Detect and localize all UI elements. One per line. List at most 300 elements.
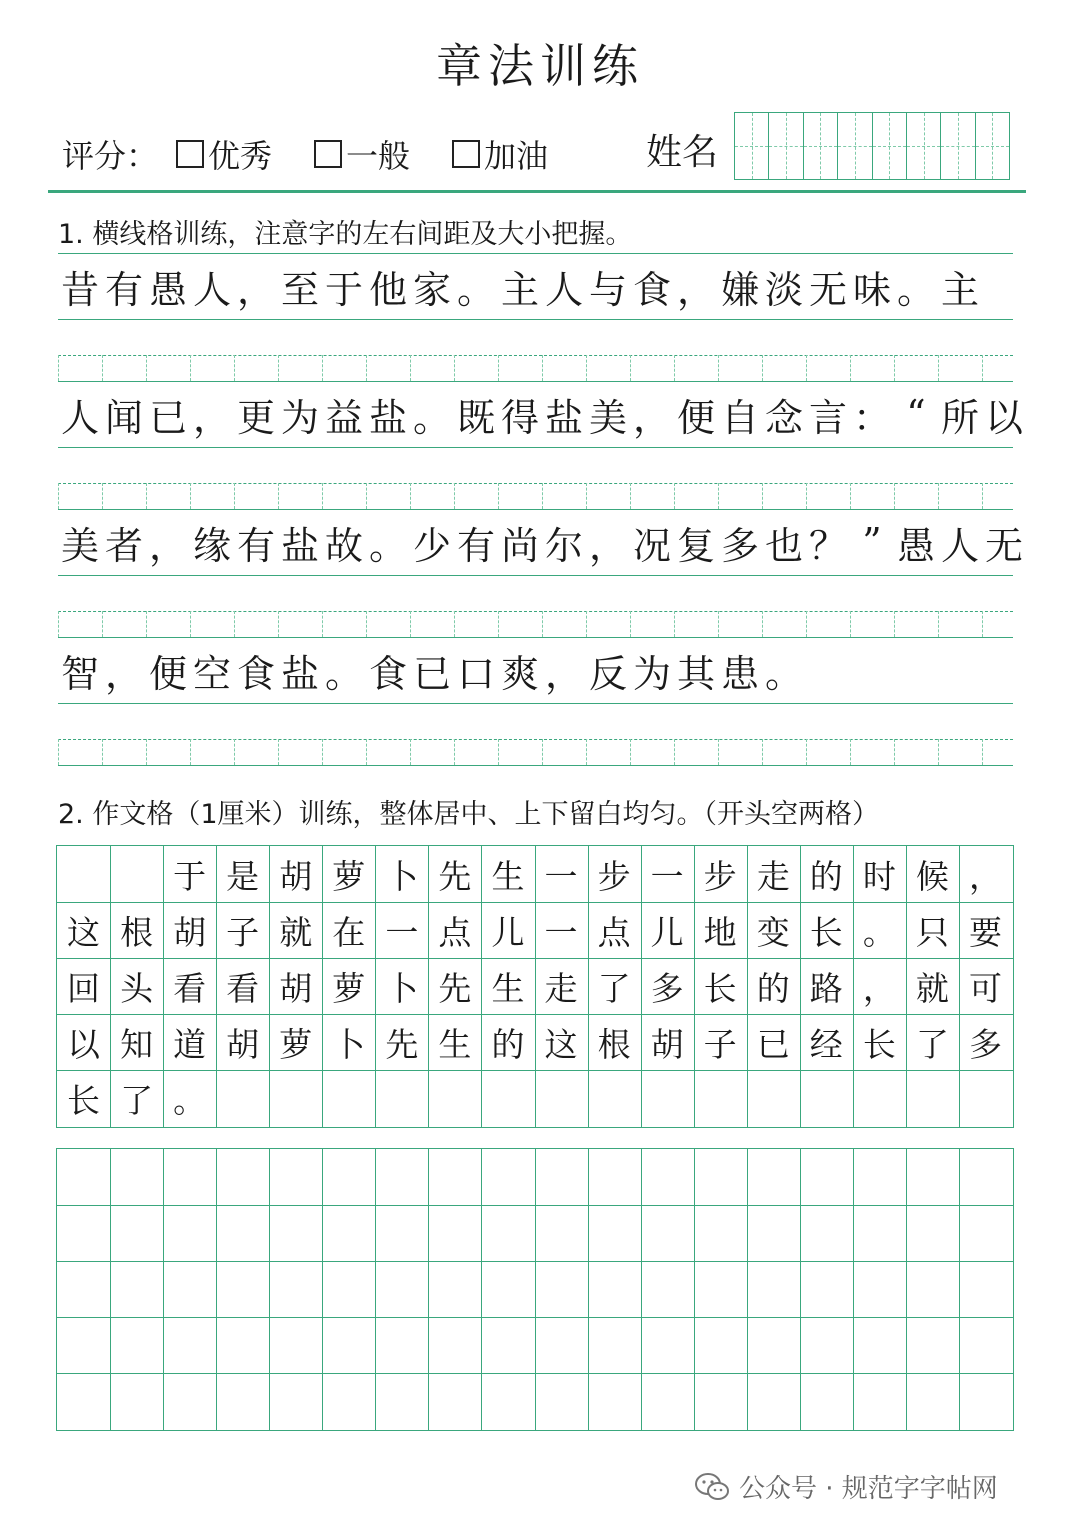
practice-tick: [410, 611, 411, 637]
guide-line: [58, 611, 1013, 612]
practice-tick: [58, 483, 59, 509]
line-char: 味: [852, 267, 891, 312]
practice-tick: [102, 483, 103, 509]
grid-char: 走: [544, 968, 578, 1008]
practice-tick: [718, 739, 719, 765]
grid-char: 胡: [279, 968, 313, 1008]
practice-tick: [102, 739, 103, 765]
grid-char: 生: [491, 856, 525, 896]
practice-tick: [938, 355, 939, 381]
grid-char: 在: [332, 912, 366, 952]
grid-column-line: [588, 1149, 589, 1430]
practice-tick: [278, 355, 279, 381]
practice-tick: [718, 355, 719, 381]
line-char: 爽: [500, 651, 539, 696]
grid-char: 是: [226, 856, 260, 896]
grid-char: 地: [703, 912, 737, 952]
name-cell[interactable]: [941, 113, 975, 179]
name-cell[interactable]: [769, 113, 803, 179]
practice-tick: [718, 611, 719, 637]
line-char: 美: [588, 395, 627, 440]
checkbox-keep-going[interactable]: [452, 140, 480, 168]
practice-tick: [146, 355, 147, 381]
line-char: 念: [764, 395, 803, 440]
grid-char: 卜: [332, 1024, 366, 1064]
grid-column-line: [216, 1149, 217, 1430]
line-char: 尚: [500, 523, 539, 568]
line-char: 为: [280, 395, 319, 440]
grid-char: 萝: [279, 1024, 313, 1064]
practice-tick: [322, 483, 323, 509]
header-divider: [48, 190, 1026, 193]
line-char: ，: [236, 267, 275, 312]
practice-tick: [542, 611, 543, 637]
grid-char: 看: [226, 968, 260, 1008]
guide-line: [58, 355, 1013, 356]
line-char: 人: [940, 523, 979, 568]
watermark-text: 公众号 · 规范字字帖网: [739, 1474, 998, 1504]
line-char: 他: [368, 267, 407, 312]
grid-char: 步: [597, 856, 631, 896]
rating-option-keep-going[interactable]: [452, 131, 548, 177]
practice-tick: [982, 611, 983, 637]
grid-char: 了: [915, 1024, 949, 1064]
rating-option-label: 优秀: [208, 137, 273, 175]
practice-tick: [806, 355, 807, 381]
line-char: 人: [544, 267, 583, 312]
line-char: 。: [412, 395, 451, 440]
practice-tick: [146, 483, 147, 509]
grid-char: 走: [756, 856, 790, 896]
practice-tick: [102, 611, 103, 637]
practice-tick: [542, 483, 543, 509]
grid-char: 步: [703, 856, 737, 896]
practice-tick: [674, 739, 675, 765]
practice-tick: [102, 355, 103, 381]
line-char: ，: [148, 523, 187, 568]
practice-tick: [234, 483, 235, 509]
practice-tick: [190, 483, 191, 509]
practice-tick: [410, 739, 411, 765]
line-char: 人: [192, 267, 231, 312]
grid-char: 长: [862, 1024, 896, 1064]
grid-char: 儿: [491, 912, 525, 952]
guide-line: [58, 483, 1013, 484]
line-char: 与: [588, 267, 627, 312]
practice-tick: [410, 355, 411, 381]
line-char: 主: [940, 267, 979, 312]
guide-line: [58, 637, 1013, 638]
practice-tick: [498, 483, 499, 509]
grid-char: 的: [756, 968, 790, 1008]
line-char: ，: [544, 651, 583, 696]
practice-tick: [278, 611, 279, 637]
checkbox-excellent[interactable]: [176, 140, 204, 168]
line-char: 盐: [280, 651, 319, 696]
line-char: 人: [60, 395, 99, 440]
line-char: 空: [192, 651, 231, 696]
line-char: 得: [500, 395, 539, 440]
grid-char: 可: [968, 968, 1002, 1008]
guide-line: [58, 703, 1013, 704]
practice-tick: [762, 739, 763, 765]
grid-char: 。: [173, 1080, 207, 1120]
grid-column-line: [481, 1149, 482, 1430]
grid-column-line: [428, 1149, 429, 1430]
grid-char: 长: [809, 912, 843, 952]
line-char: 况: [632, 523, 671, 568]
practice-tick: [806, 739, 807, 765]
grid-char: 道: [173, 1024, 207, 1064]
line-char: 。: [456, 267, 495, 312]
practice-tick: [366, 483, 367, 509]
grid-char: 就: [915, 968, 949, 1008]
grid-char: 萝: [332, 968, 366, 1008]
grid-column-line: [269, 1149, 270, 1430]
grid-char: 一: [650, 856, 684, 896]
name-label: 姓名: [646, 132, 719, 173]
practice-tick: [894, 611, 895, 637]
grid-char: 胡: [279, 856, 313, 896]
guide-line: [58, 765, 1013, 766]
line-char: ，: [192, 395, 231, 440]
grid-char: 长: [67, 1080, 101, 1120]
line-char: 有: [104, 267, 143, 312]
writing-line-row: [58, 253, 1013, 381]
practice-tick: [762, 355, 763, 381]
line-text: [58, 511, 1026, 573]
grid-column-line: [747, 1149, 748, 1430]
line-char: ，: [588, 523, 627, 568]
writing-line-row: [58, 381, 1023, 509]
line-char: 家: [412, 267, 451, 312]
line-char: 至: [280, 267, 319, 312]
line-char: 也: [764, 523, 803, 568]
line-char: 反: [588, 651, 627, 696]
practice-tick: [894, 739, 895, 765]
practice-tick: [278, 739, 279, 765]
practice-tick: [630, 483, 631, 509]
grid-char: ，: [862, 968, 896, 1008]
grid-column-line: [694, 1149, 695, 1430]
line-char: 盐: [368, 395, 407, 440]
line-char: 嫌: [720, 267, 759, 312]
grid-char: 于: [173, 856, 207, 896]
line-char: ？: [808, 523, 847, 568]
line-char: “: [906, 392, 926, 436]
composition-grid-sample: [56, 845, 1014, 1128]
practice-tick: [630, 355, 631, 381]
grid-row-line: [57, 1317, 1013, 1318]
grid-char: 。: [862, 912, 896, 952]
practice-tick: [762, 611, 763, 637]
line-char: 有: [456, 523, 495, 568]
line-char: 闻: [104, 395, 143, 440]
practice-tick: [498, 611, 499, 637]
grid-char: 子: [226, 912, 260, 952]
line-char: 多: [720, 523, 759, 568]
watermark: [695, 1468, 998, 1505]
line-char: 智: [60, 651, 99, 696]
line-char: 食: [632, 267, 671, 312]
line-char: 无: [808, 267, 847, 312]
line-char: ，: [632, 395, 671, 440]
grid-row-line: [57, 1373, 1013, 1374]
line-char: ”: [862, 520, 882, 564]
practice-tick: [58, 739, 59, 765]
line-char: 昔: [60, 267, 99, 312]
grid-char: 先: [438, 968, 472, 1008]
practice-tick: [630, 739, 631, 765]
grid-char: 的: [809, 856, 843, 896]
practice-tick: [850, 739, 851, 765]
practice-tick: [982, 739, 983, 765]
practice-tick: [498, 739, 499, 765]
grid-column-line: [322, 1149, 323, 1430]
grid-char: 点: [597, 912, 631, 952]
grid-char: 知: [120, 1024, 154, 1064]
grid-row-line: [57, 1205, 1013, 1206]
page-title: 章法训练: [436, 39, 644, 93]
line-char: 口: [456, 651, 495, 696]
grid-char: 这: [67, 912, 101, 952]
line-char: 便: [676, 395, 715, 440]
practice-tick: [410, 483, 411, 509]
grid-char: 长: [703, 968, 737, 1008]
practice-tick: [850, 355, 851, 381]
rating-option-label: 加油: [484, 137, 549, 175]
grid-char: 看: [173, 968, 207, 1008]
line-char: ，: [676, 267, 715, 312]
grid-char: 萝: [332, 856, 366, 896]
grid-char: 一: [544, 856, 578, 896]
practice-tick: [454, 483, 455, 509]
practice-tick: [234, 611, 235, 637]
line-char: 。: [324, 651, 363, 696]
practice-tick: [234, 739, 235, 765]
practice-tick: [586, 483, 587, 509]
line-char: 主: [500, 267, 539, 312]
practice-tick: [58, 355, 59, 381]
line-char: 既: [456, 395, 495, 440]
composition-grid-practice[interactable]: [56, 1148, 1014, 1431]
grid-char: 胡: [226, 1024, 260, 1064]
grid-char: 候: [915, 856, 949, 896]
grid-char: 多: [968, 1024, 1002, 1064]
practice-tick: [894, 483, 895, 509]
practice-tick: [322, 611, 323, 637]
practice-tick: [322, 355, 323, 381]
practice-tick: [586, 355, 587, 381]
name-grid[interactable]: [734, 112, 1010, 180]
practice-tick: [190, 611, 191, 637]
line-char: 言: [808, 395, 847, 440]
rating-row: [62, 128, 590, 180]
rating-option-excellent[interactable]: [176, 131, 272, 177]
line-char: 无: [984, 523, 1023, 568]
practice-tick: [718, 483, 719, 509]
line-char: 尔: [544, 523, 583, 568]
line-char: 便: [148, 651, 187, 696]
guide-line: [58, 319, 1013, 320]
rating-option-average[interactable]: [314, 131, 410, 177]
grid-char: 先: [385, 1024, 419, 1064]
line-char: 以: [984, 395, 1023, 440]
grid-char: 卜: [385, 856, 419, 896]
practice-tick: [850, 611, 851, 637]
grid-column-line: [641, 1149, 642, 1430]
name-cell[interactable]: [976, 113, 1009, 179]
practice-tick: [938, 483, 939, 509]
line-char: 患: [720, 651, 759, 696]
practice-tick: [806, 611, 807, 637]
line-char: 。: [764, 651, 803, 696]
grid-char: 变: [756, 912, 790, 952]
grid-char: 已: [756, 1024, 790, 1064]
line-char: 缘: [192, 523, 231, 568]
grid-column-line: [800, 1149, 801, 1430]
practice-tick: [674, 611, 675, 637]
line-char: 于: [324, 267, 363, 312]
grid-row-line: [57, 1261, 1013, 1262]
line-char: 故: [324, 523, 363, 568]
practice-tick: [190, 355, 191, 381]
name-cell[interactable]: [907, 113, 941, 179]
practice-tick: [982, 483, 983, 509]
name-cell[interactable]: [873, 113, 907, 179]
practice-tick: [278, 483, 279, 509]
grid-column-line: [959, 1149, 960, 1430]
name-cell[interactable]: [735, 113, 769, 179]
practice-tick: [366, 611, 367, 637]
guide-line: [58, 739, 1013, 740]
line-text: [58, 639, 806, 701]
practice-tick: [850, 483, 851, 509]
line-char: 愚: [148, 267, 187, 312]
grid-char: 就: [279, 912, 313, 952]
grid-char: 根: [597, 1024, 631, 1064]
writing-line-row: [58, 637, 1013, 765]
practice-tick: [938, 739, 939, 765]
grid-char: 的: [491, 1024, 525, 1064]
guide-line: [58, 253, 1013, 254]
practice-tick: [586, 739, 587, 765]
practice-tick: [674, 355, 675, 381]
practice-tick: [454, 355, 455, 381]
line-text: [58, 383, 1026, 445]
rating-option-label: 一般: [346, 137, 411, 175]
checkbox-average[interactable]: [314, 140, 342, 168]
line-char: 美: [60, 523, 99, 568]
practice-tick: [366, 355, 367, 381]
grid-char: 一: [385, 912, 419, 952]
practice-tick: [542, 739, 543, 765]
grid-char: ，: [968, 856, 1002, 896]
grid-column-line: [853, 1149, 854, 1430]
line-text: [58, 255, 982, 317]
grid-char: 胡: [650, 1024, 684, 1064]
grid-char: 儿: [650, 912, 684, 952]
section2-instruction: 2. 作文格（1厘米）训练，整体居中、上下留白均匀。（开头空两格）: [58, 799, 880, 830]
name-cell[interactable]: [804, 113, 838, 179]
practice-tick: [498, 355, 499, 381]
line-char: 盐: [544, 395, 583, 440]
grid-char: 根: [120, 912, 154, 952]
grid-char: 只: [915, 912, 949, 952]
line-char: 食: [236, 651, 275, 696]
practice-tick: [58, 611, 59, 637]
line-char: 所: [940, 395, 979, 440]
grid-char: 这: [544, 1024, 578, 1064]
grid-char: 头: [120, 968, 154, 1008]
line-char: 。: [896, 267, 935, 312]
grid-char: 一: [544, 912, 578, 952]
line-char: 复: [676, 523, 715, 568]
grid-char: 路: [809, 968, 843, 1008]
line-char: 更: [236, 395, 275, 440]
grid-char: 卜: [385, 968, 419, 1008]
practice-tick: [542, 355, 543, 381]
grid-column-line: [110, 1149, 111, 1430]
grid-char: 生: [438, 1024, 472, 1064]
line-char: 盐: [280, 523, 319, 568]
line-char: ：: [852, 395, 891, 440]
grid-column-line: [163, 1149, 164, 1430]
grid-char: 经: [809, 1024, 843, 1064]
grid-char: 时: [862, 856, 896, 896]
practice-tick: [146, 739, 147, 765]
practice-tick: [234, 355, 235, 381]
grid-char: 以: [67, 1024, 101, 1064]
line-char: 益: [324, 395, 363, 440]
practice-tick: [586, 611, 587, 637]
grid-char: 了: [120, 1080, 154, 1120]
guide-line: [58, 381, 1013, 382]
wechat-icon: [695, 1473, 729, 1501]
guide-line: [58, 509, 1013, 510]
practice-tick: [762, 483, 763, 509]
rating-label: 评分：: [62, 137, 159, 175]
line-char: 淡: [764, 267, 803, 312]
grid-char: 子: [703, 1024, 737, 1064]
practice-tick: [938, 611, 939, 637]
grid-column-line: [375, 1149, 376, 1430]
grid-char: 要: [968, 912, 1002, 952]
grid-char: 胡: [173, 912, 207, 952]
name-cell[interactable]: [838, 113, 872, 179]
guide-line: [58, 575, 1013, 576]
grid-column-line: [906, 1149, 907, 1430]
section1-instruction: 1. 横线格训练，注意字的左右间距及大小把握。: [58, 219, 633, 250]
practice-tick: [454, 739, 455, 765]
grid-char: 了: [597, 968, 631, 1008]
practice-tick: [982, 355, 983, 381]
grid-column-line: [535, 1149, 536, 1430]
practice-tick: [674, 483, 675, 509]
practice-tick: [806, 483, 807, 509]
grid-char: 先: [438, 856, 472, 896]
practice-tick: [630, 611, 631, 637]
practice-tick: [146, 611, 147, 637]
line-char: 者: [104, 523, 143, 568]
line-char: 食: [368, 651, 407, 696]
line-char: ，: [104, 651, 143, 696]
practice-tick: [366, 739, 367, 765]
practice-tick: [322, 739, 323, 765]
line-char: 已: [412, 651, 451, 696]
line-char: 。: [368, 523, 407, 568]
grid-char: 多: [650, 968, 684, 1008]
